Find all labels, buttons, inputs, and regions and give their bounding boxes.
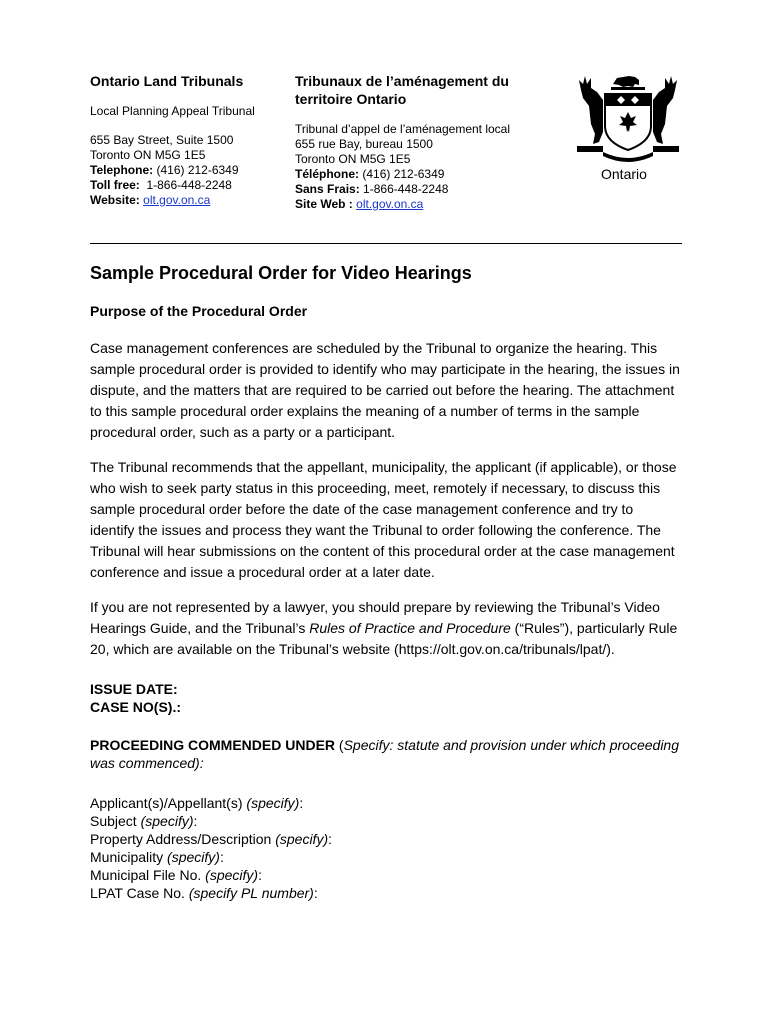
address-block-english [90,133,280,208]
field-property-address [90,830,680,848]
website-label: Website: [90,193,140,207]
field-suffix: : [193,813,198,829]
tollfree-line-fr [295,182,545,197]
tollfree-value: 1-866-448-2248 [146,178,232,192]
english-header [90,72,280,208]
tribunal-name-french: Tribunal d’appel de l’aménagement local [295,122,511,136]
field-label: Municipal File No. [90,867,206,883]
telephone-value: (416) 212-6349 [156,163,239,177]
proceeding-block [90,736,680,772]
proceeding-label: PROCEEDING COMMENDED UNDER [90,737,336,753]
telephone-line-fr [295,167,545,182]
paragraph-text-b: (“Rules”), particularly Rule 20, which are available on the Tribunal’s website (https://olt.gov.on.ca/tribunals/lpat/). [90,620,678,657]
tribunal-name-english: Local Planning Appeal Tribunal [90,104,255,118]
website-label-fr: Site Web : [295,197,353,211]
telephone-label-fr: Téléphone: [295,167,360,181]
document-title: Sample Procedural Order for Video Hearings [90,263,472,283]
field-suffix: : [258,867,262,883]
website-link-fr[interactable]: olt.gov.on.ca [356,197,424,211]
field-hint: (specify) [246,795,300,811]
field-municipal-file-no [90,866,680,884]
address-block-french [295,137,545,212]
paragraph-representation [90,597,680,660]
tollfree-label-fr: Sans Frais: [295,182,360,196]
proceeding-open: ( [335,737,344,753]
french-header [295,72,545,212]
section-heading: Purpose of the Procedural Order [90,303,308,319]
case-no-label: CASE NO(S).: [90,699,181,715]
website-line-fr [295,197,545,212]
proceeding-hint: Specify: statute and provision under which proceeding was commenced): [90,737,680,771]
field-hint: (specify) [140,813,194,829]
telephone-label: Telephone: [90,163,154,177]
field-hint: (specify PL number) [188,885,314,901]
ontario-wordmark: Ontario [601,166,647,182]
street-address-fr: 655 rue Bay, bureau 1500 [295,137,433,151]
document-body [90,262,680,902]
field-label: Applicant(s)/Appellant(s) [90,795,247,811]
field-label: Property Address/Description [90,831,276,847]
field-municipality [90,848,680,866]
tollfree-line [90,178,280,193]
website-link[interactable]: olt.gov.on.ca [143,193,211,207]
field-suffix: : [328,831,332,847]
field-hint: (specify) [205,867,259,883]
paragraph-recommendation: The Tribunal recommends that the appellant, municipality, the applicant (if applicable), or those who wish to seek party status in this proceeding, meet, remotely if necessary, to discuss this sample procedural order before the date of the case management conference and try to identify the issues and process they want the Tribunal to order following the conference. The Tribunal will hear submissions on the content of this procedural order at the case management conference and issue a procedural order at a later date. [90,459,677,580]
org-name-english: Ontario Land Tribunals [90,73,244,89]
website-line [90,193,280,208]
field-applicant [90,794,680,812]
paragraph-text-a: If you are not represented by a lawyer, you should prepare by reviewing the Tribunal’s Video Hearings Guide, and the Tribunal’s [90,599,660,636]
city-postal-fr: Toronto ON M5G 1E5 [295,152,411,166]
org-name-french: Tribunaux de l’aménagement du territoire Ontario [295,73,509,107]
rules-title: Rules of Practice and Procedure [309,620,511,636]
field-suffix: : [219,849,224,865]
paragraph-purpose: Case management conferences are scheduled by the Tribunal to organize the hearing. This sample procedural order is provided to identify who may participate in the hearing, the issues in dispute, and the matters that are required to be carried out before the hearing. The attachment to this sample procedural order explains the meaning of a number of terms in the sample procedural order, such as a party or a participant. [90,340,680,440]
telephone-value-fr: (416) 212-6349 [362,167,445,181]
field-label: Municipality [90,849,168,865]
field-suffix: : [313,885,318,901]
field-label: LPAT Case No. [90,885,189,901]
field-subject [90,812,680,830]
field-hint: (specify) [275,831,329,847]
issue-date-label: ISSUE DATE: [90,681,178,697]
field-suffix: : [299,795,304,811]
city-postal: Toronto ON M5G 1E5 [90,148,206,162]
tollfree-value-fr: 1-866-448-2248 [363,182,449,196]
field-hint: (specify) [167,849,220,865]
telephone-line [90,163,280,178]
tollfree-label: Toll free: [90,178,140,192]
case-fields [90,794,680,902]
ontario-logo [573,70,683,185]
issue-block [90,680,680,716]
field-label: Subject [90,813,141,829]
street-address: 655 Bay Street, Suite 1500 [90,133,234,147]
field-lpat-case-no [90,884,680,902]
header-divider [90,243,682,244]
